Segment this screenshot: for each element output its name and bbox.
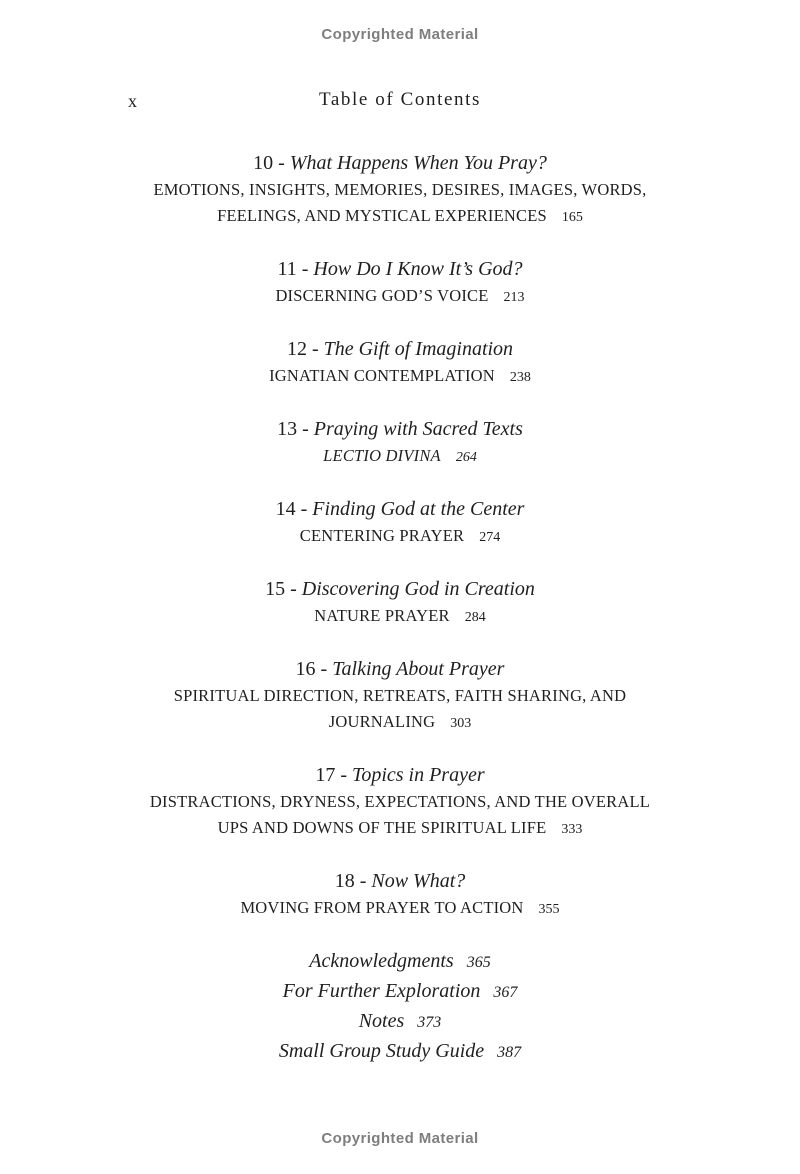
toc-entry-subtitle: [90, 363, 710, 391]
chapter-subtitle-line: DISTRACTIONS, DRYNESS, EXPECTATIONS, AND THE OVERALL: [149, 792, 651, 811]
toc-entry-heading: [90, 149, 710, 177]
chapter-subtitle-line: EMOTIONS, INSIGHTS, MEMORIES, DESIRES, IMAGES, WORDS,: [153, 180, 647, 199]
chapter-number: 12: [286, 338, 307, 360]
toc-entry-heading: [90, 415, 710, 443]
chapter-separator: -: [315, 658, 333, 680]
toc-entry-subtitle: [90, 523, 710, 551]
chapter-title: Now What?: [371, 870, 466, 892]
toc-entry: [90, 335, 710, 391]
chapter-subtitle-line: CENTERING PRAYER 274: [299, 526, 501, 545]
back-matter-title: Small Group Study Guide: [278, 1040, 485, 1062]
chapter-title: Finding God at the Center: [312, 498, 525, 520]
chapter-number: 13: [277, 418, 298, 440]
chapter-title: Praying with Sacred Texts: [313, 418, 523, 440]
chapter-number: 15: [265, 578, 286, 600]
chapter-page-number: 274: [479, 530, 501, 545]
toc-entry-subtitle: [90, 603, 710, 631]
chapter-subtitle-line: DISCERNING GOD’S VOICE 213: [275, 286, 525, 305]
toc-list: [90, 149, 710, 923]
toc-entry-heading: [90, 495, 710, 523]
chapter-title: Topics in Prayer: [352, 764, 485, 786]
chapter-title: What Happens When You Pray?: [289, 152, 547, 174]
chapter-number: 18: [334, 870, 355, 892]
back-matter-item: [0, 1007, 800, 1037]
toc-entry-heading: [90, 335, 710, 363]
chapter-title: Talking About Prayer: [332, 658, 505, 680]
chapter-separator: -: [273, 152, 290, 174]
chapter-subtitle-line: NATURE PRAYER 284: [314, 606, 486, 625]
chapter-number: 17: [315, 764, 336, 786]
toc-entry-subtitle: [90, 443, 710, 471]
chapter-subtitle-line: SPIRITUAL DIRECTION, RETREATS, FAITH SHARING, AND: [173, 686, 627, 705]
chapter-page-number: 165: [561, 210, 583, 225]
back-matter-page-number: 365: [466, 954, 491, 971]
folio-page-number: x: [128, 91, 137, 111]
toc-entry-subtitle: [90, 789, 710, 843]
toc-entry-heading: [90, 255, 710, 283]
toc-entry-heading: [90, 761, 710, 789]
back-matter-page-number: 367: [493, 984, 518, 1001]
toc-entry: [90, 575, 710, 631]
chapter-separator: -: [354, 870, 372, 892]
chapter-page-number: 238: [509, 370, 531, 385]
chapter-subtitle-line: LECTIO DIVINA 264: [323, 446, 477, 465]
toc-entry: [90, 495, 710, 551]
back-matter-item: [0, 1037, 800, 1067]
toc-entry: [90, 761, 710, 843]
page-title: Table of Contents: [318, 89, 481, 110]
chapter-page-number: 303: [450, 716, 472, 731]
toc-entry: [90, 655, 710, 737]
toc-entry-heading: [90, 867, 710, 895]
toc-entry-subtitle: [90, 683, 710, 737]
copyright-notice-top: Copyrighted Material: [321, 26, 479, 43]
toc-entry-subtitle: [90, 895, 710, 923]
back-matter-page-number: 373: [417, 1014, 442, 1031]
chapter-separator: -: [296, 258, 314, 280]
chapter-separator: -: [295, 498, 313, 520]
chapter-separator: -: [297, 418, 314, 440]
back-matter-list: [0, 947, 800, 1067]
chapter-number: 16: [295, 658, 316, 680]
chapter-subtitle-line: UPS AND DOWNS OF THE SPIRITUAL LIFE 333: [217, 818, 583, 837]
chapter-title: The Gift of Imagination: [323, 338, 514, 360]
chapter-page-number: 284: [464, 610, 486, 625]
chapter-page-number: 355: [538, 902, 560, 917]
toc-entry-heading: [90, 575, 710, 603]
chapter-title: How Do I Know It’s God?: [313, 258, 523, 280]
back-matter-title: Notes: [358, 1010, 405, 1032]
back-matter-item: [0, 977, 800, 1007]
chapter-number: 10: [253, 152, 274, 174]
back-matter-item: [0, 947, 800, 977]
copyright-notice-bottom: Copyrighted Material: [321, 1130, 479, 1147]
chapter-number: 14: [275, 498, 296, 520]
chapter-subtitle-line: MOVING FROM PRAYER TO ACTION 355: [240, 898, 560, 917]
back-matter-page-number: 387: [497, 1044, 522, 1061]
chapter-page-number: 333: [561, 822, 583, 837]
chapter-separator: -: [335, 764, 353, 786]
chapter-separator: -: [285, 578, 302, 600]
toc-entry: [90, 415, 710, 471]
chapter-page-number: 264: [455, 450, 477, 465]
toc-entry-heading: [90, 655, 710, 683]
chapter-number: 11: [277, 258, 297, 280]
chapter-separator: -: [306, 338, 324, 360]
toc-entry-subtitle: [90, 283, 710, 311]
toc-entry: [90, 149, 710, 231]
toc-entry: [90, 867, 710, 923]
toc-entry-subtitle: [90, 177, 710, 231]
chapter-subtitle-line: IGNATIAN CONTEMPLATION 238: [269, 366, 531, 385]
chapter-page-number: 213: [503, 290, 525, 305]
back-matter-title: For Further Exploration: [282, 980, 481, 1002]
chapter-subtitle-line: JOURNALING 303: [328, 712, 472, 731]
page-header: [0, 89, 800, 113]
back-matter-title: Acknowledgments: [309, 950, 454, 972]
chapter-subtitle-line: FEELINGS, AND MYSTICAL EXPERIENCES 165: [217, 206, 583, 225]
toc-entry: [90, 255, 710, 311]
chapter-title: Discovering God in Creation: [301, 578, 535, 600]
